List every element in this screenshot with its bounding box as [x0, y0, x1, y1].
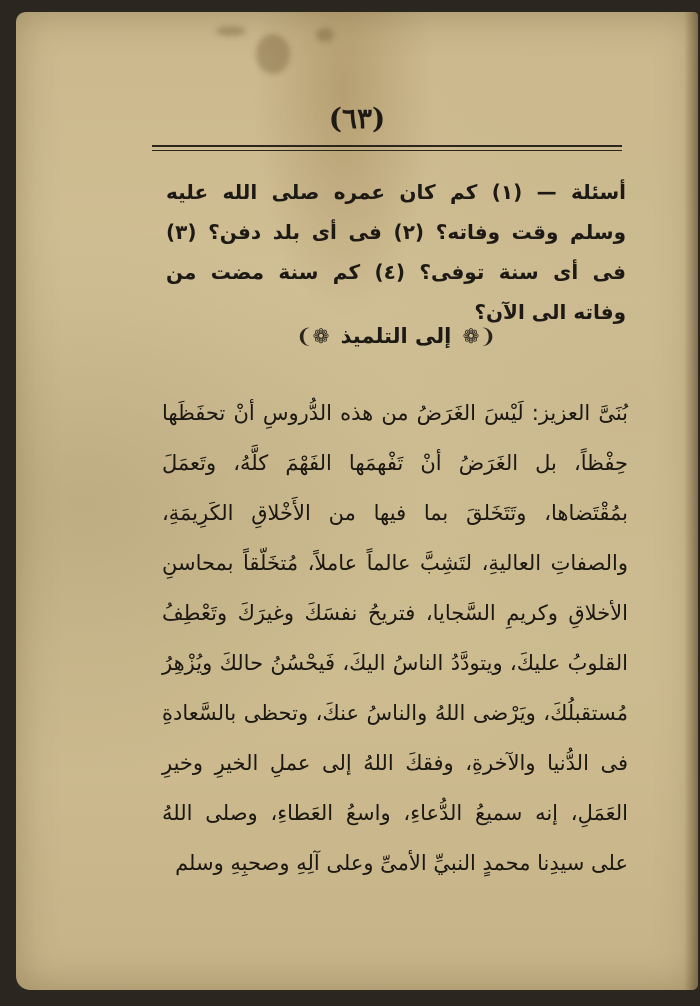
ink-stain — [216, 26, 246, 36]
book-page — [16, 12, 698, 990]
questions-paragraph — [166, 172, 626, 332]
body-text: بُنَىَّ العزيز: لَيْسَ الغَرَضُ من هذه الدُّروسِ أنْ تحفَظَها حِفْظاً، بل الغَرَضُ أنْ تَفْهمَها الفَهْمَ كلَّهُ، وتَعمَلَ بمُقْتَضاها، وتَتَخَلقَ بما فيها من الأَخْلاقِ الكَرِيمَةِ، والصفاتِ العاليةِ، لتَشِبَّ عالماً عاملاً، مُتخَلّقاً بمحاسنِ الأخلاقِ وكريمِ السَّجايا، فتريحُ نفسَكَ وغيرَكَ وتَعْطِفُ القلوبُ عليكَ، ويتودَّدُ الناسُ اليكَ، فَيحْسُنُ حالكَ ويُزْهِرُ مُستقبلُكَ، ويَرْضى اللهُ والناسُ عنكَ، وتحظى بالسَّعادةِ فى الدُّنيا والآخرةِ، وفقكَ اللهُ إلى عملِ الخيرِ وخيرِ العَمَلِ، إنه سميعُ الدُّعاءِ، واسعُ العَطاءِ، وصلى اللهُ على سيدِنا محمدٍ النبيِّ الأمىِّ وعلى آلِهِ وصحبِهِ وسلم — [162, 401, 628, 875]
ink-stain — [316, 28, 334, 42]
ink-stain — [256, 34, 290, 74]
header-rule — [152, 145, 622, 151]
ornament-right-icon: ❨❁ — [462, 324, 497, 348]
page-number: (٦٣) — [328, 102, 386, 135]
section-heading-text: إلى التلميذ — [340, 324, 452, 348]
ornament-left-icon: ❁❩ — [295, 324, 330, 348]
page-edge-shadow — [684, 12, 698, 990]
questions-text: أسئلة — (١) كم كان عمره صلى الله عليه وسلم وقت وفاته؟ (٢) فى أى بلد دفن؟ (٣) فى أى سنة توفى؟ (٤) كم سنة مضت من وفاته الى الآن؟ — [166, 180, 627, 324]
body-paragraph — [162, 388, 628, 888]
section-heading — [166, 324, 626, 348]
